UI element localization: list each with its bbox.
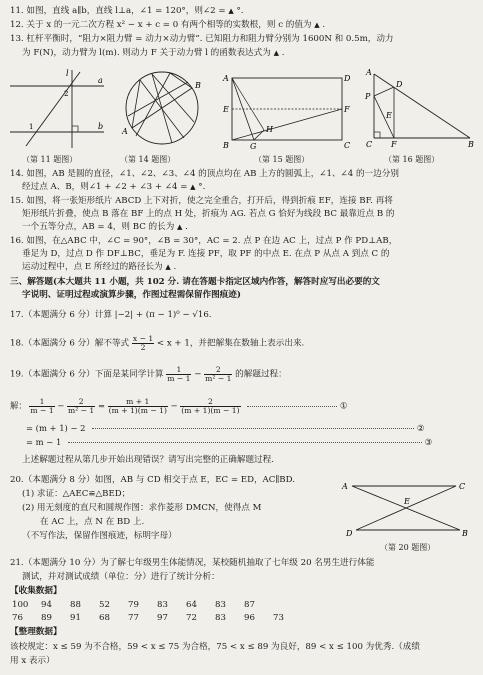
- fig20-label-e: E: [404, 497, 410, 506]
- fig15-label-a: A: [223, 74, 229, 83]
- solution-step-3: [26, 437, 432, 448]
- figure-14: [112, 66, 212, 152]
- question-14-line-1: 14. 如图，AB 是圆的直径，∠1、∠2、∠3、∠4 的顶点均在 AB 上方的圆弧上，∠1、∠4 的一边分别: [10, 169, 399, 179]
- grading-rule: 该校规定：x ≤ 59 为不合格，59 < x ≤ 75 为合格，75 < x ≤ 89 为良好，89 < x ≤ 100 为优秀.（成绩: [10, 642, 420, 652]
- fraction-denominator: m² − 1: [205, 373, 232, 383]
- fig11-label-2: 2: [64, 90, 69, 98]
- question-18-prefix: 18.（本题满分 6 分）解不等式: [10, 338, 130, 349]
- fig15-label-e: E: [223, 105, 229, 114]
- fig11-label-b: b: [98, 122, 104, 131]
- fig16-label-d: D: [396, 80, 403, 89]
- question-15-line-1: 15. 如图，将一张矩形纸片 ABCD 上下对折，使之完全重合，打开后，得到折痕 EF，连接 BF. 再将: [10, 196, 393, 206]
- question-20-note: （不写作法，保留作图痕迹，标明字母）: [22, 531, 177, 541]
- data-value: 83: [215, 600, 226, 610]
- question-15-line-2: 矩形纸片折叠，使点 B 落在 BF 上的点 H 处，折痕为 AG. 若点 G 恰好为线段 BC 最靠近点 B 的: [22, 209, 395, 219]
- question-17: 17.（本题满分 6 分）计算 |−2| + (π − 1)⁰ − √16.: [10, 310, 212, 320]
- fig15-label-c: C: [344, 141, 351, 150]
- fraction-denominator: (m + 1)(m − 1): [181, 405, 240, 415]
- data-value: 68: [99, 613, 110, 623]
- question-14-tail: °.: [198, 182, 206, 192]
- question-18-suffix: < x + 1，并把解集在数轴上表示出来.: [156, 338, 305, 349]
- data-value: 87: [244, 600, 255, 610]
- question-20-part-1: (1) 求证：△AEC≌△BED；: [22, 489, 131, 499]
- dotted-leader: [92, 428, 414, 429]
- question-19-follow-up: 上述解题过程从第几步开始出现错误？请写出完整的正确解题过程.: [22, 455, 274, 465]
- question-19-fraction-2: [204, 366, 232, 382]
- data-value: 91: [70, 613, 81, 623]
- fraction-numerator: 1: [166, 366, 191, 375]
- fig11-label-1: 1: [29, 123, 34, 131]
- question-19-prefix: 19.（本题满分 6 分）下面是某同学计算: [10, 369, 164, 380]
- question-13-line-1: 13. 杠杆平衡时，“阻力×阻力臂 = 动力×动力臂”. 已知阻力和阻力臂分别为 1600N 和 0.5m，动力: [10, 34, 394, 44]
- arrange-data-heading: 【整理数据】: [10, 627, 62, 637]
- question-14-text: 经过点 A、B，则∠1 + ∠2 + ∠3 + ∠4 =: [22, 182, 188, 192]
- question-21-line-1: 21.（本题满分 10 分）为了解七年级男生体能情况，某校随机抽取了七年级 20 名男生进行体能: [10, 558, 375, 568]
- fig16-label-e: E: [386, 111, 392, 120]
- data-value: 83: [215, 613, 226, 623]
- question-19-fraction-1: [166, 366, 191, 382]
- caption-figure-20: （第 20 题图）: [380, 543, 436, 552]
- fig15-label-f: F: [344, 105, 350, 114]
- fraction-denominator: m − 1: [167, 373, 191, 383]
- question-12-text: 12. 关于 x 的一元二次方程 x² − x + c = 0 有两个相等的实数根，则 c 的值为: [10, 20, 312, 30]
- fig14-label-a: A: [122, 127, 128, 136]
- fig15-label-g: G: [250, 142, 257, 151]
- question-16-line-1: 16. 如图，在△ABC 中，∠C = 90°，∠B = 30°，AC = 2. 点 P 在边 AC 上，过点 P 作 PD⊥AB，: [10, 236, 398, 246]
- fig11-label-a: a: [98, 76, 103, 85]
- fig15-label-b: B: [223, 141, 229, 150]
- data-value: 96: [244, 613, 255, 623]
- fraction-denominator: 2: [140, 342, 146, 352]
- question-11-tail: °.: [236, 6, 244, 16]
- figure-16: [360, 66, 478, 152]
- figure-15: [220, 72, 355, 152]
- solution-fraction-a: [29, 398, 54, 414]
- fig20-label-b: B: [462, 529, 468, 538]
- data-value: 89: [41, 613, 52, 623]
- question-15-text: 一个五等分点，AB = 4，则 BC 的长为: [22, 222, 175, 232]
- solution-label: 解：: [10, 400, 27, 411]
- answer-blank-12: ▲: [314, 21, 320, 29]
- question-19: [10, 366, 287, 382]
- minus-sign: −: [191, 369, 205, 380]
- answer-blank-14: ▲: [190, 183, 196, 191]
- step-marker-3: ③: [424, 437, 433, 447]
- fig20-label-a: A: [342, 482, 348, 491]
- fig16-label-f: F: [391, 140, 397, 149]
- fig20-label-d: D: [346, 529, 353, 538]
- question-11-text: 11. 如图，直线 a∥b，直线 l⊥a，∠1 = 120°，则∠2 =: [10, 6, 226, 16]
- data-value: 88: [70, 600, 81, 610]
- fig20-label-c: C: [459, 482, 466, 491]
- fraction-numerator: 1: [29, 398, 54, 407]
- question-12-tail: .: [322, 20, 326, 30]
- caption-figure-15: （第 15 题图）: [254, 155, 310, 164]
- caption-figure-11: （第 11 题图）: [22, 155, 78, 164]
- answer-blank-16: ▲: [165, 263, 171, 271]
- question-13-line-2: [22, 48, 284, 59]
- section-3-heading-line-1: 三、解答题(本大题共 11 小题，共 102 分. 请在答题卡指定区域内作答，解答时应写出必要的文: [10, 277, 380, 287]
- question-12: [10, 20, 325, 31]
- step-marker-1: ①: [339, 400, 348, 411]
- fig16-label-b: B: [468, 140, 474, 149]
- question-16-tail: .: [173, 262, 177, 272]
- fraction-numerator: 2: [67, 398, 95, 407]
- solution-fraction-d: [180, 398, 240, 414]
- data-value: 100: [12, 600, 29, 610]
- solution-fraction-b: [67, 398, 95, 414]
- solution-expression-3: = m − 1: [26, 437, 62, 447]
- solution-step-2: [26, 423, 424, 434]
- data-value: 83: [157, 600, 168, 610]
- fraction-denominator: m − 1: [30, 405, 54, 415]
- step-marker-2: ②: [416, 423, 425, 433]
- fraction-numerator: m + 1: [108, 398, 168, 407]
- grading-rule-cont: 用 x 表示）: [10, 656, 55, 666]
- question-16-text: 运动过程中，点 E 所经过的路径长为: [22, 262, 163, 272]
- collect-data-heading: 【收集数据】: [10, 586, 62, 596]
- fig16-label-a: A: [366, 68, 372, 77]
- fig11-label-l: l: [66, 69, 69, 78]
- question-18-fraction: [132, 335, 154, 351]
- data-row-2: [12, 613, 302, 624]
- question-21-line-2: 测试，并对测试成绩（单位：分）进行了统计分析：: [22, 572, 220, 582]
- data-row-1: [12, 600, 273, 611]
- fig15-label-h: H: [266, 125, 273, 134]
- data-value: 64: [186, 600, 197, 610]
- fraction-denominator: m² − 1: [68, 405, 95, 415]
- question-14-line-2: [22, 182, 205, 193]
- data-value: 94: [41, 600, 52, 610]
- dotted-leader: [68, 442, 422, 443]
- data-value: 77: [128, 613, 139, 623]
- fig15-label-d: D: [344, 74, 351, 83]
- answer-blank-15: ▲: [177, 223, 183, 231]
- fraction-numerator: 2: [204, 366, 232, 375]
- figure-20: [334, 478, 474, 540]
- dotted-leader: [247, 406, 337, 407]
- data-value: 97: [157, 613, 168, 623]
- answer-blank-11: ▲: [228, 7, 234, 15]
- fraction-denominator: (m + 1)(m − 1): [108, 405, 167, 415]
- caption-figure-14: （第 14 题图）: [120, 155, 176, 164]
- section-3-heading-line-2: 字说明、证明过程或演算步骤，作图过程需保留作图痕迹): [22, 290, 241, 300]
- question-20-part-2-cont: 在 AC 上，点 N 在 BD 上.: [40, 517, 145, 527]
- data-value: 76: [12, 613, 23, 623]
- question-16-line-2: 垂足为 D，过点 D 作 DF⊥BC，垂足为 F. 连接 PF，取 PF 的中点 E. 在点 P 从点 A 到点 C 的: [22, 249, 390, 259]
- fraction-numerator: x − 1: [132, 334, 154, 343]
- solution-step-1: 解： $\frac{1}{m - 1}$ − $\frac{2}{\text{m² − 1}}$ = $\frac{m + 1}{(m + 1)(m - 1)}$ − $\frac{2}{(m + 1)(m - 1)}$ ①: [10, 397, 348, 415]
- data-value: 73: [273, 613, 284, 623]
- question-11: [10, 6, 243, 17]
- question-20-part-2: (2) 用无刻度的直尺和圆规作图：求作菱形 DMCN，使得点 M: [22, 503, 262, 513]
- question-18: [10, 335, 304, 351]
- solution-fraction-c: [108, 398, 168, 414]
- fig14-label-b: B: [195, 81, 201, 90]
- question-20-line-1: 20.（本题满分 8 分）如图，AB 与 CD 相交于点 E，EC = ED，AC∥BD.: [10, 475, 295, 485]
- question-19-suffix: 的解题过程：: [235, 369, 287, 380]
- data-value: 72: [186, 613, 197, 623]
- data-value: 52: [99, 600, 110, 610]
- fig16-label-p: P: [365, 92, 371, 101]
- question-13-tail: .: [281, 48, 285, 58]
- question-15-tail: .: [185, 222, 188, 232]
- question-13-text: 为 F(N)，动力臂为 l(m). 则动力 F 关于动力臂 l 的函数表达式为: [22, 48, 271, 58]
- caption-figure-16: （第 16 题图）: [384, 155, 440, 164]
- data-value: 79: [128, 600, 139, 610]
- fig16-label-c: C: [366, 140, 373, 149]
- fraction-numerator: 2: [180, 398, 240, 407]
- question-16-line-3: [22, 262, 176, 273]
- answer-blank-13: ▲: [273, 49, 279, 57]
- figure-11: [8, 66, 108, 152]
- solution-expression-2: = (m + 1) − 2: [26, 423, 86, 433]
- question-15-line-3: [22, 222, 188, 233]
